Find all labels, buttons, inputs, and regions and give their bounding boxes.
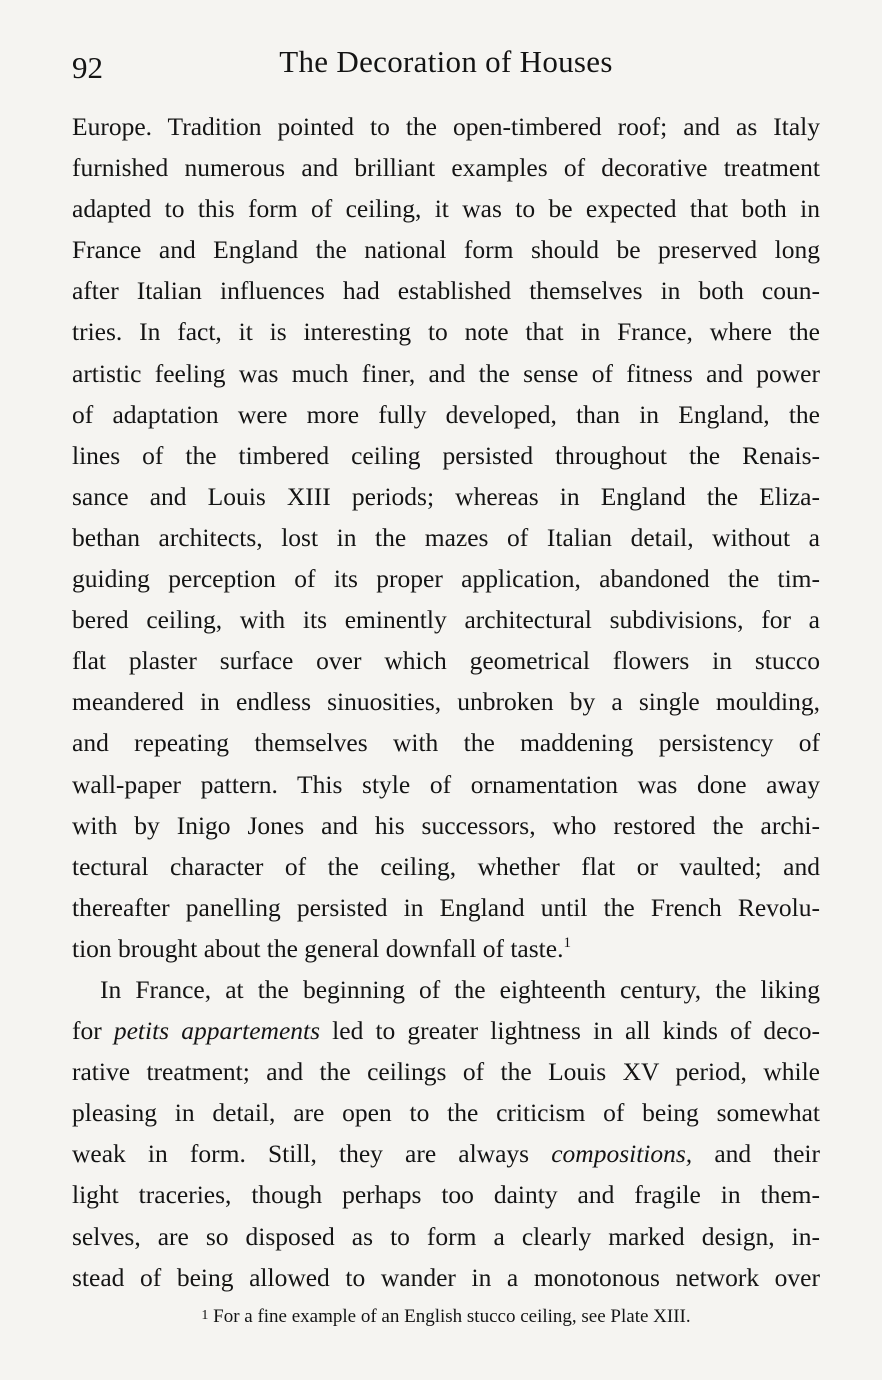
text-line: light traceries, though perhaps too dainty and fragile in them-: [72, 1180, 820, 1210]
text-line: [72, 1133, 820, 1174]
page-number: 92: [72, 50, 103, 85]
page-header: [72, 40, 820, 90]
text-line: bered ceiling, with its eminently architectural subdivisions, for a: [72, 605, 820, 635]
text-segment: led to greater lightness in all kinds of deco-: [332, 1016, 820, 1046]
text-line: with by Inigo Jones and his successors, who restored the archi-: [72, 810, 820, 840]
text-line-with-footnote-ref: [72, 928, 820, 969]
text-line-segment: tion brought about the general downfall of taste.: [72, 933, 564, 963]
body-text: [72, 106, 820, 1298]
text-line: after Italian influences had established themselves in both coun-: [72, 276, 820, 306]
text-line: flat plaster surface over which geometrical flowers in stucco: [72, 646, 820, 676]
text-line: tectural character of the ceiling, whether flat or vaulted; and: [72, 851, 820, 881]
text-line: Europe. Tradition pointed to the open-timbered roof; and as Italy: [72, 112, 820, 141]
text-line: pleasing in detail, are open to the criticism of being somewhat: [72, 1098, 820, 1128]
text-line: adapted to this form of ceiling, it was to be expected that both in: [72, 194, 820, 224]
text-line: rative treatment; and the ceilings of the Louis XV period, while: [72, 1057, 820, 1087]
footnote-text: For a fine example of an English stucco ceiling, see Plate XIII.: [213, 1306, 691, 1327]
text-line: France and England the national form should be preserved long: [72, 235, 820, 265]
text-line: meandered in endless sinuosities, unbroken by a single moulding,: [72, 687, 820, 717]
text-segment: for: [72, 1016, 102, 1046]
text-segment: weak in form. Still, they are always: [72, 1139, 530, 1169]
text-line: tries. In fact, it is interesting to note that in France, where the: [72, 317, 820, 347]
text-line: thereafter panelling persisted in England until the French Revolu-: [72, 892, 820, 922]
text-line: bethan architects, lost in the mazes of Italian detail, without a: [72, 522, 820, 552]
footnote-marker: 1: [201, 1308, 209, 1323]
text-line: sance and Louis XIII periods; whereas in England the Eliza-: [72, 481, 820, 511]
paragraph-start-line: In France, at the beginning of the eighteenth century, the liking: [100, 974, 820, 1004]
text-line: lines of the timbered ceiling persisted throughout the Renais-: [72, 440, 820, 470]
text-line: stead of being allowed to wander in a monotonous network over: [72, 1262, 820, 1292]
text-line: of adaptation were more fully developed, than in England, the: [72, 399, 820, 429]
footnote-reference[interactable]: 1: [563, 934, 571, 951]
text-line: furnished numerous and brilliant examples of decorative treatment: [72, 153, 820, 183]
italic-word: compositions,: [551, 1139, 693, 1169]
text-line: guiding perception of its proper application, abandoned the tim-: [72, 564, 820, 594]
text-segment: and their: [714, 1139, 821, 1169]
text-line: and repeating themselves with the maddening persistency of: [72, 728, 820, 758]
footnote: [72, 1306, 820, 1328]
italic-phrase: petits appartements: [113, 1016, 321, 1046]
text-line: artistic feeling was much finer, and the sense of fitness and power: [72, 358, 820, 388]
text-line: wall-paper pattern. This style of ornamentation was done away: [72, 769, 820, 799]
text-line: selves, are so disposed as to form a clearly marked design, in-: [72, 1221, 820, 1251]
running-head: The Decoration of Houses: [279, 44, 613, 79]
text-line: [72, 1010, 820, 1051]
